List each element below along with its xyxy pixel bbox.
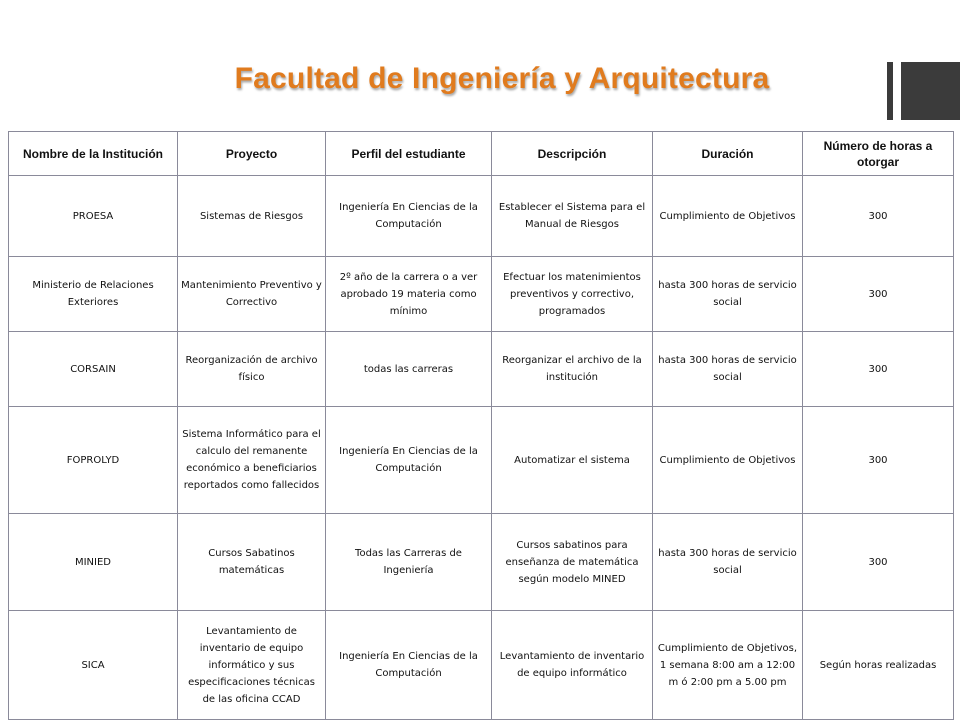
cell-student-profile: Ingeniería En Ciencias de la Computación — [326, 176, 492, 257]
cell-institution: Ministerio de Relaciones Exteriores — [9, 257, 178, 332]
table-row — [9, 257, 954, 332]
slide-title: Facultad de Ingeniería y Arquitectura — [234, 62, 770, 95]
cell-hours: 300 — [803, 257, 954, 332]
institutions-table — [8, 131, 954, 720]
cell-hours: 300 — [803, 332, 954, 407]
cell-duration: Cumplimiento de Objetivos — [653, 407, 803, 514]
cell-institution: SICA — [9, 611, 178, 720]
cell-duration: hasta 300 horas de servicio social — [653, 514, 803, 611]
cell-project: Levantamiento de inventario de equipo informático y sus especificaciones técnicas de las oficina CCAD — [178, 611, 326, 720]
cell-institution: CORSAIN — [9, 332, 178, 407]
cell-student-profile: 2º año de la carrera o a ver aprobado 19 materia como mínimo — [326, 257, 492, 332]
table-header-row — [9, 132, 954, 176]
cell-project: Sistema Informático para el calculo del remanente económico a beneficiarios reportados como fallecidos — [178, 407, 326, 514]
header-student-profile: Perfil del estudiante — [326, 132, 492, 176]
table-row — [9, 611, 954, 720]
cell-project: Mantenimiento Preventivo y Correctivo — [178, 257, 326, 332]
header-institution: Nombre de la Institución — [9, 132, 178, 176]
cell-description: Cursos sabatinos para enseñanza de matemática según modelo MINED — [492, 514, 653, 611]
cell-duration: Cumplimiento de Objetivos — [653, 176, 803, 257]
table-row — [9, 407, 954, 514]
cell-student-profile: Ingeniería En Ciencias de la Computación — [326, 407, 492, 514]
table-row — [9, 332, 954, 407]
cell-duration: hasta 300 horas de servicio social — [653, 257, 803, 332]
cell-duration: hasta 300 horas de servicio social — [653, 332, 803, 407]
header-project: Proyecto — [178, 132, 326, 176]
table-row — [9, 514, 954, 611]
cell-project: Reorganización de archivo físico — [178, 332, 326, 407]
cell-description: Levantamiento de inventario de equipo informático — [492, 611, 653, 720]
cell-description: Reorganizar el archivo de la institución — [492, 332, 653, 407]
header-hours: Número de horas a otorgar — [803, 132, 954, 176]
cell-student-profile: Todas las Carreras de Ingeniería — [326, 514, 492, 611]
cell-hours: 300 — [803, 514, 954, 611]
cell-description: Automatizar el sistema — [492, 407, 653, 514]
cell-institution: PROESA — [9, 176, 178, 257]
cell-project: Sistemas de Riesgos — [178, 176, 326, 257]
header-description: Descripción — [492, 132, 653, 176]
cell-hours: Según horas realizadas — [803, 611, 954, 720]
cell-description: Efectuar los matenimientos preventivos y correctivo, programados — [492, 257, 653, 332]
cell-hours: 300 — [803, 176, 954, 257]
table-row — [9, 176, 954, 257]
decorative-bar-thick — [901, 62, 960, 120]
cell-duration: Cumplimiento de Objetivos, 1 semana 8:00 am a 12:00 m ó 2:00 pm a 5.00 pm — [653, 611, 803, 720]
cell-institution: FOPROLYD — [9, 407, 178, 514]
decorative-bar-thin — [887, 62, 893, 120]
cell-student-profile: todas las carreras — [326, 332, 492, 407]
cell-project: Cursos Sabatinos matemáticas — [178, 514, 326, 611]
cell-student-profile: Ingeniería En Ciencias de la Computación — [326, 611, 492, 720]
cell-hours: 300 — [803, 407, 954, 514]
cell-institution: MINIED — [9, 514, 178, 611]
header-duration: Duración — [653, 132, 803, 176]
cell-description: Establecer el Sistema para el Manual de Riesgos — [492, 176, 653, 257]
